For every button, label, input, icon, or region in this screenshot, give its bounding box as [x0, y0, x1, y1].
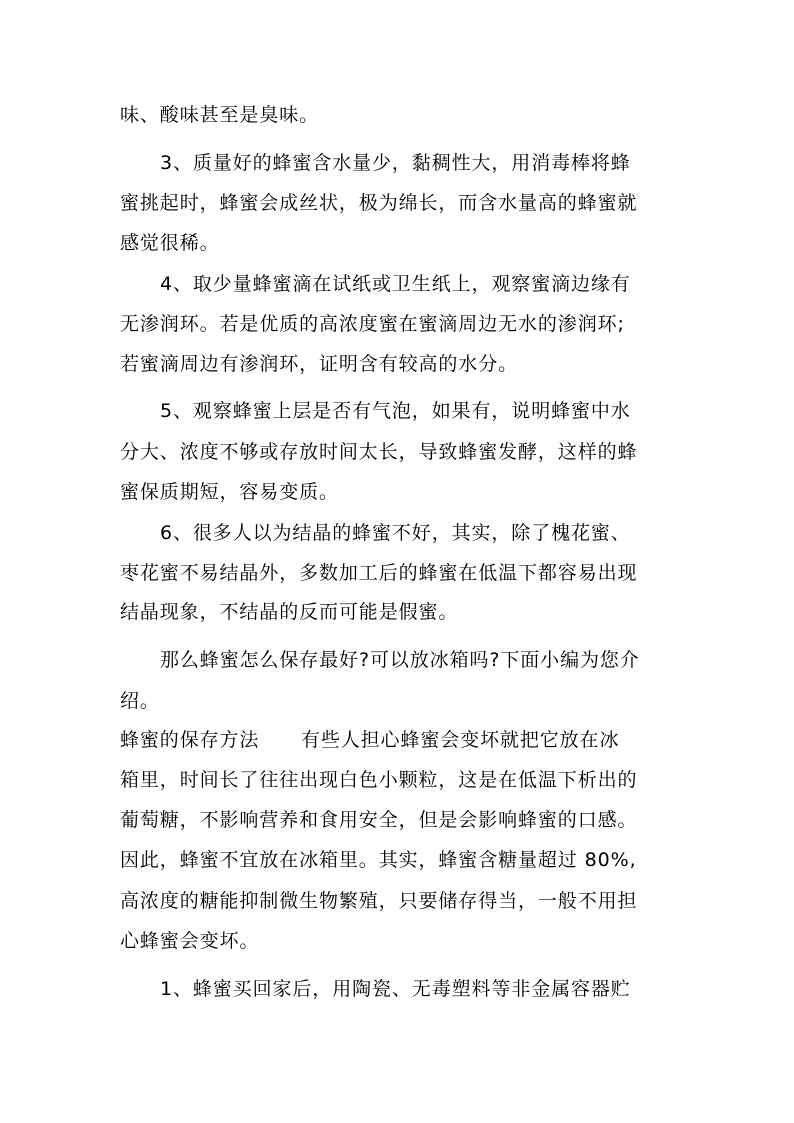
text-line-16: 蜂蜜的保存方法 有些人担心蜂蜜会变坏就把它放在冰: [120, 729, 620, 751]
text-line-12: 枣花蜜不易结晶外，多数加工后的蜂蜜在低温下都容易出现: [120, 562, 638, 584]
text-line-11: 6、很多人以为结晶的蜂蜜不好，其实，除了槐花蜜、: [160, 522, 631, 544]
text-line-13: 结晶现象，不结晶的反而可能是假蜜。: [120, 601, 459, 623]
text-line-4: 感觉很稀。: [120, 232, 220, 254]
text-line-15: 绍。: [120, 690, 160, 712]
text-line-19: 因此，蜂蜜不宜放在冰箱里。其实，蜂蜜含糖量超过 80%,: [120, 849, 637, 871]
text-line-8: 5、观察蜂蜜上层是否有气泡，如果有，说明蜂蜜中水: [160, 400, 631, 422]
text-line-20: 高浓度的糖能抑制微生物繁殖，只要储存得当，一般不用担: [120, 890, 638, 912]
text-line-6: 无渗润环。若是优质的高浓度蜜在蜜滴周边无水的渗润环;: [120, 313, 625, 335]
text-line-10: 蜜保质期短，容易变质。: [120, 481, 339, 503]
text-line-18: 葡萄糖，不影响营养和食用安全，但是会影响蜂蜜的口感。: [120, 809, 638, 831]
text-line-1: 味、酸味甚至是臭味。: [120, 104, 320, 126]
text-line-21: 心蜂蜜会变坏。: [120, 930, 260, 952]
text-line-2: 3、质量好的蜂蜜含水量少，黏稠性大，用消毒棒将蜂: [160, 152, 631, 174]
text-line-14: 那么蜂蜜怎么保存最好?可以放冰箱吗?下面小编为您介: [160, 649, 640, 671]
text-line-17: 箱里，时间长了往往出现白色小颗粒，这是在低温下析出的: [120, 769, 638, 791]
text-line-22: 1、蜂蜜买回家后，用陶瓷、无毒塑料等非金属容器贮: [160, 978, 631, 1000]
text-line-5: 4、取少量蜂蜜滴在试纸或卫生纸上，观察蜜滴边缘有: [160, 273, 631, 295]
text-line-3: 蜜挑起时，蜂蜜会成丝状，极为绵长，而含水量高的蜂蜜就: [120, 192, 638, 214]
text-line-7: 若蜜滴周边有渗润环，证明含有较高的水分。: [120, 353, 519, 375]
text-line-9: 分大、浓度不够或存放时间太长，导致蜂蜜发酵，这样的蜂: [120, 441, 638, 463]
